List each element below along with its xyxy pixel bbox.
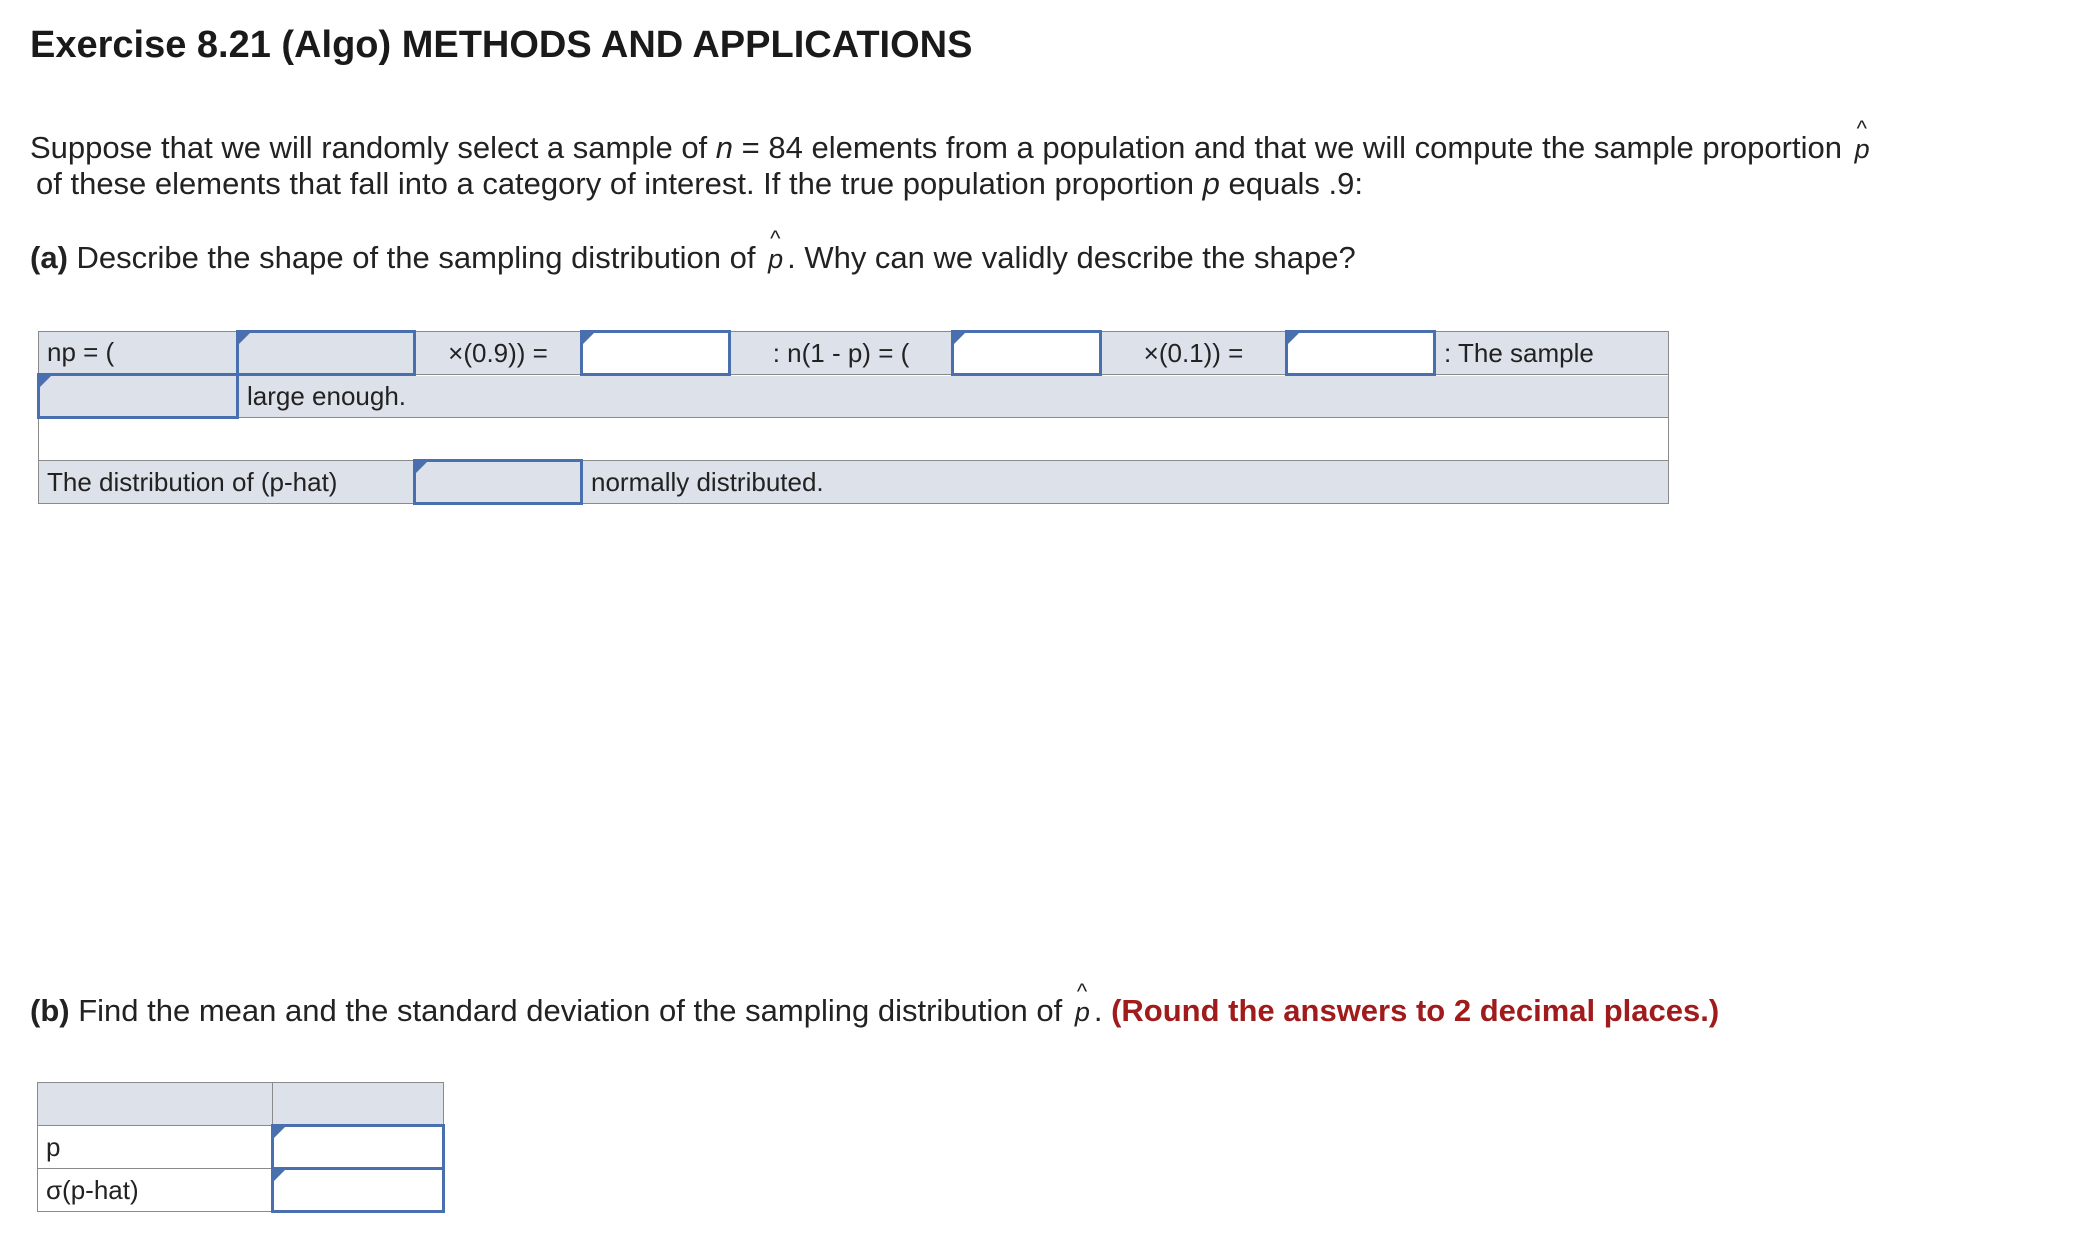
is-dropdown[interactable] (39, 375, 238, 418)
np-label: np = ( (39, 332, 238, 375)
intro-line-2 (36, 166, 1363, 202)
std-dev-field[interactable] (274, 1170, 442, 1210)
mean-input[interactable] (273, 1126, 444, 1169)
is-field-2[interactable] (416, 462, 580, 502)
distribution-label: The distribution of (p-hat) (39, 461, 415, 504)
std-dev-input[interactable] (273, 1169, 444, 1212)
part-b-text: . (1093, 993, 1112, 1028)
p-hat-symbol: ^ p (1075, 997, 1090, 1028)
intro-text: elements from a population and that we will compute the sample proportion (802, 130, 1851, 165)
rounding-instruction: (Round the answers to 2 decimal places.) (1111, 993, 1720, 1028)
part-a-question (30, 240, 1356, 276)
table-row (38, 1169, 444, 1212)
blank-cell (39, 418, 1669, 461)
n-field[interactable] (239, 333, 413, 373)
part-a-text: . Why can we validly describe the shape? (787, 240, 1356, 275)
p-hat-symbol: ^ p (768, 244, 783, 275)
p-hat-symbol: ^ p (1855, 134, 1870, 165)
part-b-question (30, 993, 1719, 1029)
table-row (39, 375, 1669, 418)
part-a-label: (a) (30, 240, 68, 275)
np-result-input[interactable] (582, 332, 730, 375)
large-enough-label: large enough. (238, 375, 1669, 418)
n1p-result-input[interactable] (1287, 332, 1435, 375)
n-field-2[interactable] (954, 333, 1099, 373)
intro-text: Suppose that we will randomly select a sample of (30, 130, 716, 165)
header-cell (273, 1083, 444, 1126)
part-b-text: Find the mean and the standard deviation of the sampling distribution of (69, 993, 1071, 1028)
part-b-table (37, 1082, 445, 1213)
exercise-title: Exercise 8.21 (Algo) METHODS AND APPLICATIONS (30, 24, 973, 66)
table-row (39, 461, 1669, 504)
mean-label: p (38, 1126, 273, 1169)
std-dev-label: σ(p-hat) (38, 1169, 273, 1212)
mean-field[interactable] (274, 1127, 442, 1167)
is-field[interactable] (40, 376, 236, 416)
table-row (38, 1126, 444, 1169)
part-a-text: Describe the shape of the sampling distribution of (67, 240, 765, 275)
p-variable: p (1202, 166, 1220, 201)
intro-text: equals .9: (1219, 166, 1363, 201)
normally-distributed-label: normally distributed. (582, 461, 1669, 504)
intro-line-1 (30, 130, 1874, 166)
table-row-blank (39, 418, 1669, 461)
n1p-field[interactable] (1288, 333, 1433, 373)
times-0.9-label: ×(0.9)) = (415, 332, 582, 375)
n-variable: n (715, 130, 734, 165)
the-sample-label: : The sample (1435, 332, 1669, 375)
n-value: 84 (768, 130, 803, 165)
times-0.1-label: ×(0.1)) = (1101, 332, 1287, 375)
sample-size-input-2[interactable] (953, 332, 1101, 375)
np-field[interactable] (583, 333, 728, 373)
equals-sign: = (733, 130, 769, 165)
n1p-label: : n(1 - p) = ( (730, 332, 953, 375)
intro-text: of these elements that fall into a category of interest. If the true population proportion (36, 166, 1203, 201)
sample-size-input-1[interactable] (238, 332, 415, 375)
table-header-row (38, 1083, 444, 1126)
is-dropdown-2[interactable] (415, 461, 582, 504)
part-b-label: (b) (30, 993, 70, 1028)
table-row (39, 332, 1669, 375)
header-cell (38, 1083, 273, 1126)
part-a-table (37, 330, 1669, 505)
